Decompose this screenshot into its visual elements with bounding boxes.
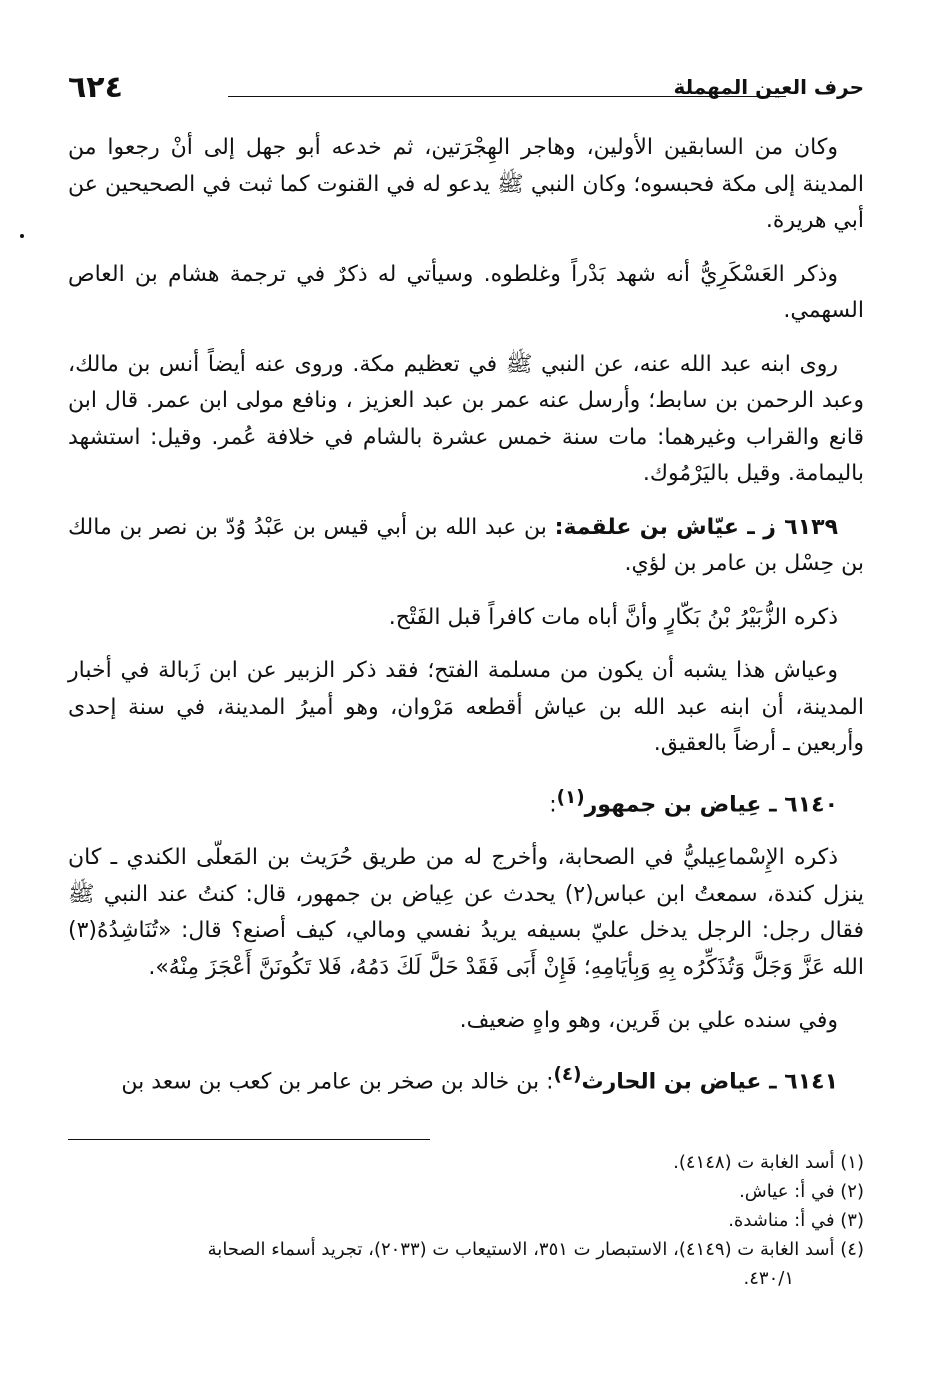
footnote: (٢) في أ: عياش.	[739, 1180, 864, 1202]
main-text	[68, 130, 864, 1101]
margin-mark	[20, 234, 24, 238]
book-page	[68, 66, 864, 1293]
footnote-separator	[68, 1139, 430, 1140]
header-rule	[228, 96, 786, 97]
footnote: (٣) في أ: مناشدة.	[728, 1209, 864, 1231]
paragraph: روى ابنه عبد الله عنه، عن النبي ﷺ في تعظيم مكة. وروى عنه أيضاً أنس بن مالك، وعبد الرحمن بن سابط؛ وأرسل عنه عمر بن عبد العزيز ، ونافع مولى ابن عمر. قال ابن قانع والقراب وغيرهما: مات سنة خمس عشرة بالشام في خلافة عُمر. وقيل: استشهد باليمامة. وقيل باليَرْمُوك.	[68, 351, 864, 486]
entry-heading: ٦١٣٩ ز ـ عيّاش بن علقمة:	[554, 514, 838, 540]
footnote-continuation: ٤٣٠/١.	[743, 1267, 794, 1289]
entry-heading: ٦١٤٠ ـ عِياض بن جمهور	[584, 791, 838, 817]
entry-heading: ٦١٤١ ـ عياض بن الحارث	[581, 1069, 838, 1095]
running-head: حرف العين المهملة	[673, 75, 864, 99]
page-number: ٦٢٤	[68, 69, 123, 105]
paragraph: وكان من السابقين الأولين، وهاجر الهِجْرَتين، ثم خدعه أبو جهل إلى أنْ رجعوا من المدينة إلى مكة فحبسوه؛ وكان النبي ﷺ يدعو له في القنوت كما ثبت في الصحيحين عن أبي هريرة.	[68, 135, 864, 233]
entry-paragraph: ٦١٣٩ ز ـ عيّاش بن علقمة: بن عبد الله بن أبي قيس بن عَبْدُ وُدّ بن نصر بن مالك بن حِسْل بن عامر بن لؤي.	[68, 514, 864, 576]
paragraph: ذكره الزُّبَيْرُ بْنُ بَكّارٍ وأنَّ أباه مات كافراً قبل الفَتْح.	[388, 604, 838, 630]
paragraph: وذكر العَسْكَرِيُّ أنه شهد بَدْراً وغلطوه. وسيأتي له ذكرٌ في ترجمة هشام بن العاص السهمي.	[68, 261, 864, 323]
entry-paragraph: ٦١٤٠ ـ عِياض بن جمهور$^{(١)}$:	[549, 786, 838, 817]
footnotes	[68, 1148, 864, 1293]
page-header	[68, 66, 864, 108]
footnote-ref: (٤)	[553, 1063, 582, 1085]
footnote: (٤) أسد الغابة ت (٤١٤٩)، الاستبصار ت ٣٥١، الاستيعاب ت (٢٠٣٣)، تجريد أسماء الصحابة	[207, 1238, 864, 1260]
footnote-ref: (١)	[556, 786, 585, 808]
footnote: (١) أسد الغابة ت (٤١٤٨).	[673, 1151, 864, 1173]
paragraph: وعياش هذا يشبه أن يكون من مسلمة الفتح؛ فقد ذكر الزبير عن ابن زَبالة في أخبار المدينة، أن ابنه عبد الله بن عياش أقطعه مَرْوان، وهو أميرُ المدينة، في سنة إحدى وأربعين ـ أرضاً بالعقيق.	[68, 658, 864, 756]
entry-paragraph: ٦١٤١ ـ عياض بن الحارث$^{(٤)}$: بن خالد بن صخر بن عامر بن كعب بن سعد بن	[121, 1063, 838, 1095]
paragraph: وفي سنده علي بن قَرين، وهو واهٍ ضعيف.	[459, 1008, 838, 1034]
paragraph: ذكره الإِسْماعِيليُّ في الصحابة، وأخرج له من طريق حُرَيث بن المَعلّى الكندي ـ كان ينزل كندة، سمعتُ ابن عباس(٢) يحدث عن عِياض بن جمهور، قال: كنتُ عند النبي ﷺ فقال رجل: الرجل يدخل عليّ بسيفه يريدُ نفسي ومالي، كيف أصنع؟ قال: «تُنَاشِدُهُ(٣) الله عَزَّ وَجَلَّ وَتُذَكِّرُه بِهِ وَبِأيَامِهِ؛ فَإِنْ أَبَى فَقَدْ حَلَّ لَكَ دَمُهُ، فَلا تَكُونَنَّ أَعْجَزَ مِنْهُ».	[68, 845, 865, 980]
